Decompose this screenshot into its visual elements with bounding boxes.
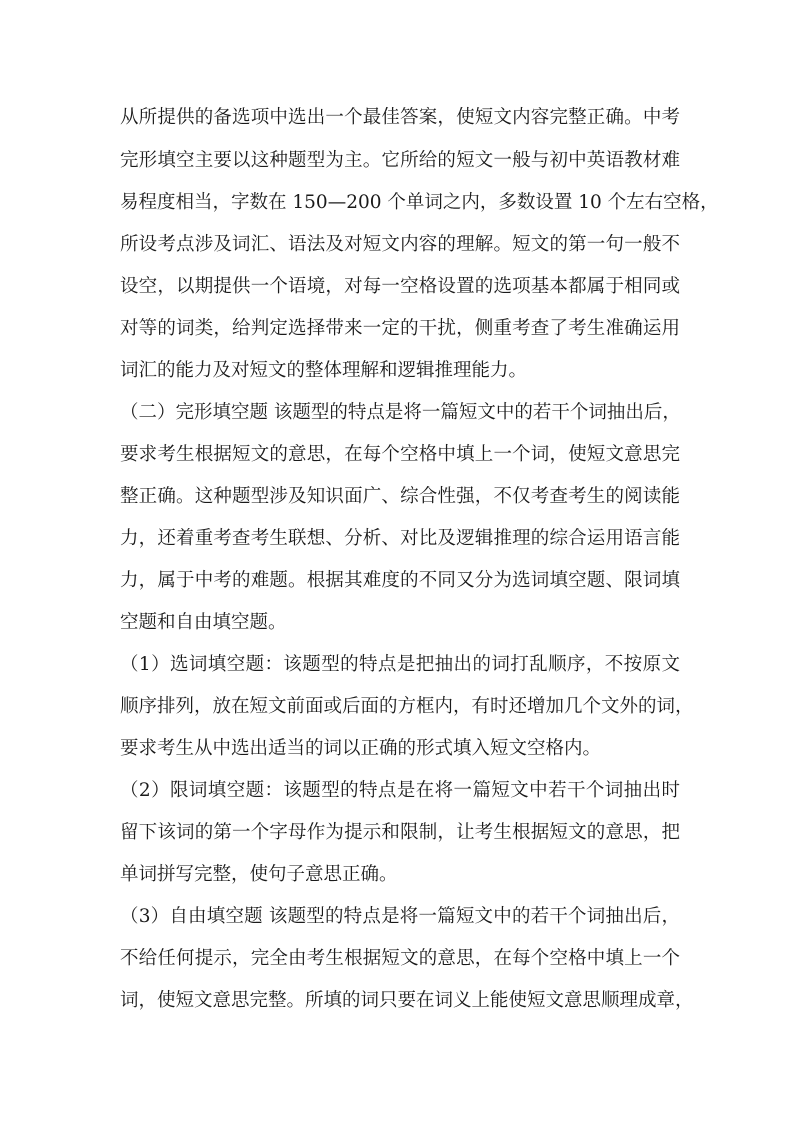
text-line: 空题和自由填空题。 (120, 612, 287, 633)
text-line: 所设考点涉及词汇、语法及对短文内容的理解。短文的第一句一般不 (120, 234, 680, 255)
text-line: 要求考生从中选出适当的词以正确的形式填入短文空格内。 (120, 738, 602, 759)
text-line: （1）选词填空题：该题型的特点是把抽出的词打乱顺序，不按原文 (120, 654, 680, 675)
text-line: 要求考生根据短文的意思，在每个空格中填上一个词，使短文意思完 (120, 444, 680, 465)
text-line: 力，还着重考查考生联想、分析、对比及逻辑推理的综合运用语言能 (120, 528, 680, 549)
text-line: 顺序排列，放在短文前面或后面的方框内，有时还增加几个文外的词， (120, 696, 694, 717)
text-line: 易程度相当，字数在 150—200 个单词之内，多数设置 10 个左右空格， (120, 192, 719, 213)
text-line: 词，使短文意思完整。所填的词只要在词义上能使短文意思顺理成章， (120, 990, 694, 1011)
text-line: （二）完形填空题 该题型的特点是将一篇短文中的若干个词抽出后， (120, 402, 681, 423)
text-line: 整正确。这种题型涉及知识面广、综合性强，不仅考查考生的阅读能 (120, 486, 680, 507)
text-line: 词汇的能力及对短文的整体理解和逻辑推理能力。 (120, 360, 528, 381)
text-line: 对等的词类，给判定选择带来一定的干扰，侧重考查了考生准确运用 (120, 318, 680, 339)
text-line: 不给任何提示，完全由考生根据短文的意思，在每个空格中填上一个 (120, 948, 680, 969)
text-line: （2）限词填空题：该题型的特点是在将一篇短文中若干个词抽出时 (120, 780, 680, 801)
text-line: 从所提供的备选项中选出一个最佳答案，使短文内容完整正确。中考 (120, 107, 680, 128)
text-line: 力，属于中考的难题。根据其难度的不同又分为选词填空题、限词填 (120, 570, 680, 591)
text-line: 单词拼写完整，使句子意思正确。 (120, 864, 398, 885)
text-line: 设空，以期提供一个语境，对每一空格设置的选项基本都属于相同或 (120, 276, 680, 297)
text-line: 留下该词的第一个字母作为提示和限制，让考生根据短文的意思，把 (120, 822, 680, 843)
text-line: （3）自由填空题 该题型的特点是将一篇短文中的若干个词抽出后， (120, 906, 680, 927)
text-line: 完形填空主要以这种题型为主。它所给的短文一般与初中英语教材难 (120, 150, 680, 171)
